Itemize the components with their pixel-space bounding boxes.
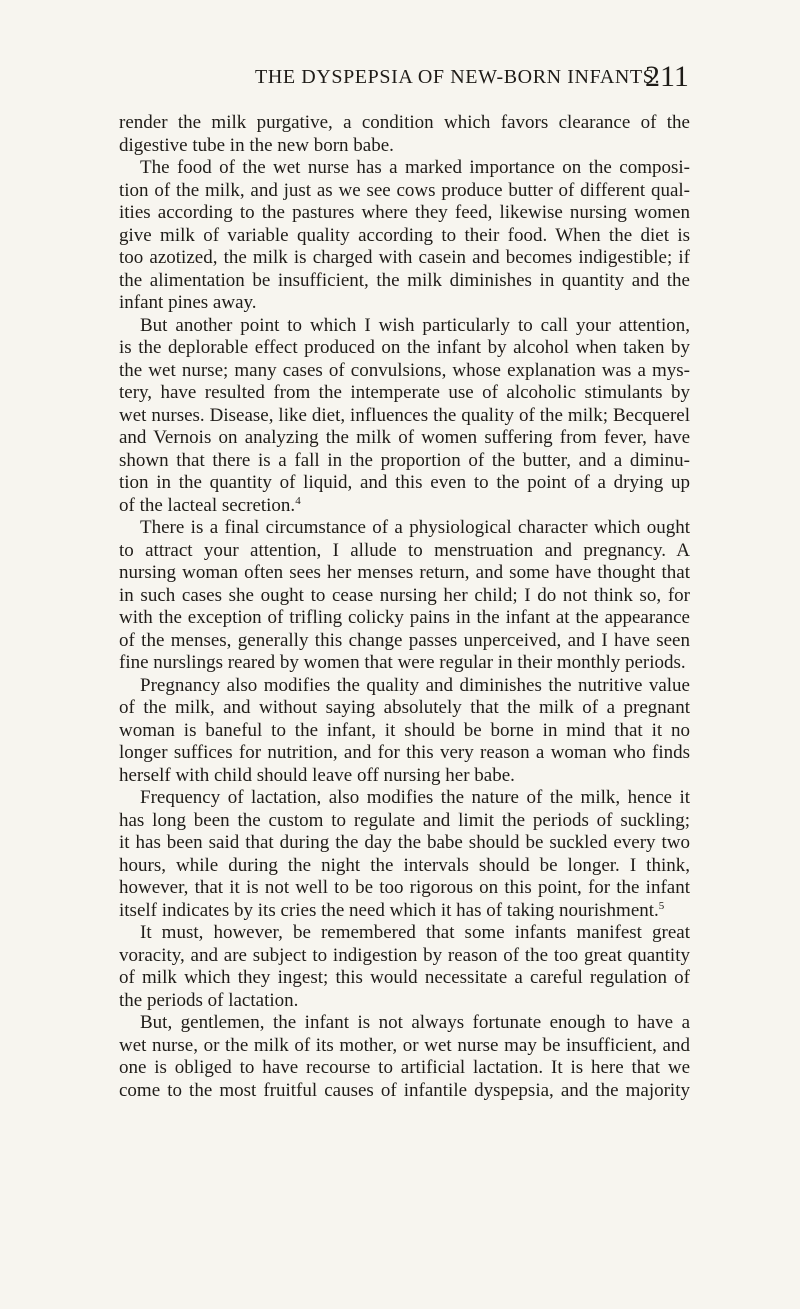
text-line-content: wet nurses. Disease, like diet, influences the quality of the milk; Becquerel [119,404,690,426]
text-line-content: hours, while during the night the intervals should be longer. I think, [119,854,690,876]
text-line [119,202,690,225]
text-line [119,765,690,788]
text-line-content: Frequency of lactation, also modifies the nature of the milk, hence it [140,787,690,808]
text-line-content: of the lacteal secretion. [119,494,296,516]
text-line-content: render the milk purgative, a condition which favors clearance of the [119,112,690,133]
text-line-content: herself with child should leave off nursing her babe. [119,764,515,786]
text-line-content: however, that it is not well to be too rigorous on this point, for the infant [119,877,690,898]
text-line [119,472,690,495]
text-line-content: itself indicates by its cries the need which it has of taking nourishment. [119,899,659,921]
text-line [119,225,690,248]
text-line [119,787,690,810]
text-line-content: ities according to the pastures where they feed, likewise nursing women [119,202,690,223]
text-line [119,315,690,338]
text-line [119,1080,690,1103]
text-line [119,247,690,270]
text-line [119,585,690,608]
footnote-reference: 4 [295,494,301,507]
running-title: THE DYSPEPSIA OF NEW-BORN INFANTS. [255,66,661,88]
text-line [119,382,690,405]
text-line-content: give milk of variable quality according to their food. When the diet is [119,224,690,246]
text-line [119,180,690,203]
text-line-content: digestive tube in the new born babe. [119,134,394,156]
text-line [119,990,690,1013]
text-line-content: woman is baneful to the infant, it should be borne in mind that it no [119,719,690,741]
text-line [119,337,690,360]
text-line [119,360,690,383]
text-line [119,810,690,833]
text-line [119,607,690,630]
text-line-content: infant pines away. [119,292,257,313]
text-line [119,900,690,923]
text-line-content: voracity, and are subject to indigestion by reason of the too great quantity [119,944,690,966]
text-line [119,495,690,518]
text-line-content: tery, have resulted from the intemperate use of alcoholic stimulants by [119,382,690,403]
text-line-content: It must, however, be remembered that some infants manifest great [140,922,690,943]
text-line-content: the alimentation be insufficient, the milk diminishes in quantity and the [119,269,690,291]
text-line [119,832,690,855]
running-head [0,62,800,102]
text-line-content: But, gentlemen, the infant is not always fortunate enough to have a [140,1012,690,1033]
text-line [119,877,690,900]
text-line [119,1057,690,1080]
text-line [119,450,690,473]
text-line [119,720,690,743]
text-line-content: in such cases she ought to cease nursing her child; I do not think so, for [119,584,690,606]
text-line [119,1012,690,1035]
text-line-content: it has been said that during the day the babe should be suckled every two [119,832,690,853]
text-line [119,292,690,315]
text-line-content: with the exception of trifling colicky pains in the infant at the appearance [119,607,690,628]
text-line [119,630,690,653]
text-line-content: is the deplorable effect produced on the infant by alcohol when taken by [119,337,690,358]
text-line [119,855,690,878]
text-line [119,562,690,585]
footnote-reference: 5 [658,899,665,912]
text-line-content: wet nurse, or the milk of its mother, or wet nurse may be insufficient, and [119,1034,690,1056]
text-line-content: has long been the custom to regulate and limit the periods of suckling; [119,809,690,831]
text-line [119,922,690,945]
text-line [119,1035,690,1058]
text-line-content: There is a final circumstance of a physiological character which ought [140,517,690,538]
text-line-content: fine nurslings reared by women that were regular in their monthly periods. [119,652,686,673]
text-line-content: of the menses, generally this change passes unperceived, and I have seen [119,629,690,651]
text-line [119,945,690,968]
text-line-content: of the milk, and without saying absolutely that the milk of a pregnant [119,697,690,718]
text-line-content: the periods of lactation. [119,989,299,1011]
text-line-content: Pregnancy also modifies the quality and diminishes the nutritive value [140,674,690,696]
text-line-content: But another point to which I wish particularly to call your attention, [140,314,690,336]
text-line-content: longer suffices for nutrition, and for this very reason a woman who finds [119,742,690,763]
text-line [119,270,690,293]
text-line [119,427,690,450]
text-line [119,742,690,765]
text-line [119,405,690,428]
text-line [119,540,690,563]
text-line-content: to attract your attention, I allude to menstruation and pregnancy. A [119,539,690,561]
text-line-content: The food of the wet nurse has a marked importance on the composi- [140,157,690,178]
text-line-content: the wet nurse; many cases of convulsions, whose explanation was a mys- [119,359,690,381]
body-text [119,112,690,1102]
text-line-content: too azotized, the milk is charged with casein and becomes indigestible; if [119,247,690,268]
text-line [119,697,690,720]
text-line [119,652,690,675]
text-line-content: of milk which they ingest; this would necessitate a careful regulation of [119,967,690,988]
text-line [119,157,690,180]
text-line-content: and Vernois on analyzing the milk of women suffering from fever, have [119,427,690,448]
text-line-content: nursing woman often sees her menses return, and some have thought that [119,562,690,583]
text-line [119,112,690,135]
text-line [119,135,690,158]
text-line-content: come to the most fruitful causes of infantile dyspepsia, and the majority [119,1079,690,1101]
text-line [119,675,690,698]
text-line-content: one is obliged to have recourse to artificial lactation. It is here that we [119,1057,690,1078]
text-line-content: tion in the quantity of liquid, and this even to the point of a drying up [119,472,690,493]
text-line [119,517,690,540]
text-line [119,967,690,990]
text-line-content: tion of the milk, and just as we see cows produce butter of different qual- [119,179,690,201]
page-number: 211 [645,60,689,93]
text-line-content: shown that there is a fall in the proportion of the butter, and a diminu- [119,449,690,471]
